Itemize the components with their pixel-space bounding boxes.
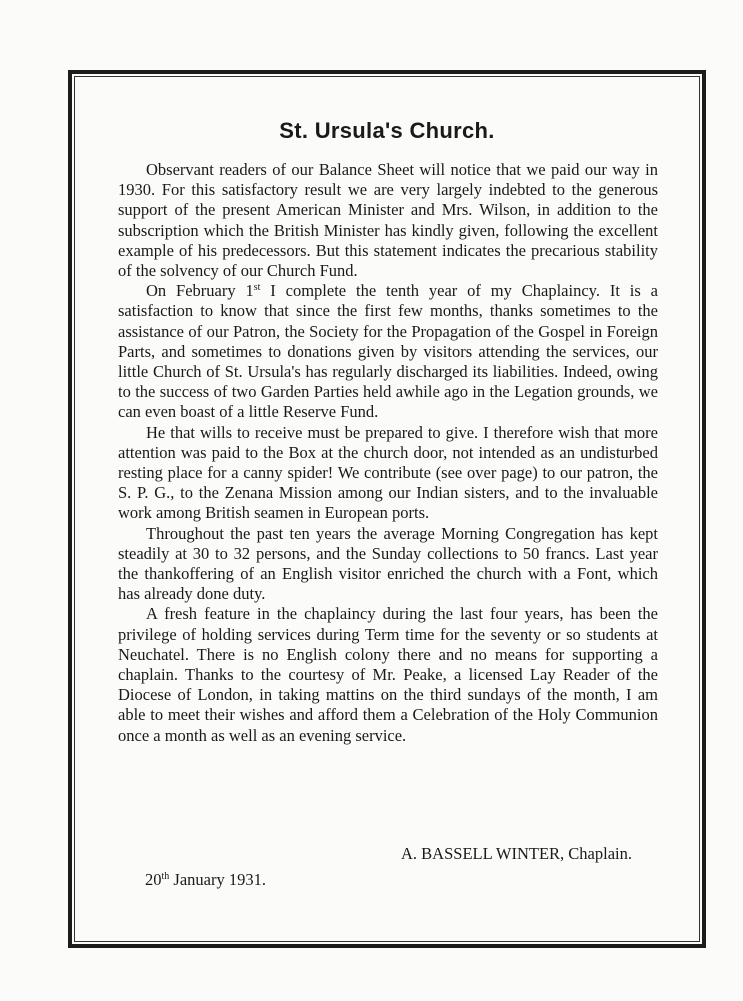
- paragraph-chaplaincy: [118, 281, 658, 422]
- paragraph-giving: He that wills to receive must be prepared to give. I therefore wish that more attention was paid to the Box at the church door, not intended as an undisturbed resting place for a canny spider! We contribute (see over page) to our patron, the S. P. G., to the Zenana Mission among our Indian sisters, and to the invaluable work among British seamen in European ports.: [118, 422, 658, 523]
- signature-line: A. BASSELL WINTER, Chaplain.: [401, 844, 632, 863]
- ordinal-suffix: st: [253, 282, 261, 294]
- paragraph-chaplaincy-start: On February 1: [146, 281, 254, 301]
- date-ordinal-suffix: th: [161, 871, 170, 882]
- date-rest: January 1931.: [169, 870, 266, 889]
- paragraph-congregation: Throughout the past ten years the average Morning Congregation has kept steadily at 30 to 32 persons, and the Sunday collections to 50 francs. Last year the thankoffering of an English visitor enriched the church with a Font, which has already done duty.: [118, 523, 658, 604]
- letter-body: [118, 160, 658, 746]
- paragraph-balance-sheet: Observant readers of our Balance Sheet will notice that we paid our way in 1930. For this satisfactory result we are very largely indebted to the generous support of the present American Minister and Mrs. Wilson, in addition to the subscription which the British Minister has kindly given, following the excellent example of his predecessors. But this statement indicates the precarious stability of the solvency of our Church Fund.: [118, 160, 658, 281]
- date-line: [145, 870, 266, 890]
- paragraph-chaplaincy-rest: I complete the tenth year of my Chaplaincy. It is a satisfaction to know that since the first few months, thanks sometimes to the assistance of our Patron, the Society for the Propagation of the Gospel in Foreign Parts, and sometimes to donations given by visitors attending the services, our little Church of St. Ursula's has regularly discharged its liabilities. Indeed, owing to the success of two Garden Parties held awhile ago in the Legation grounds, we can even boast of a little Reserve Fund.: [118, 281, 658, 422]
- document-title: St. Ursula's Church.: [279, 118, 495, 143]
- date-day: 20: [145, 870, 162, 889]
- paragraph-neuchatel: A fresh feature in the chaplaincy during the last four years, has been the privilege of holding services during Term time for the seventy or so students at Neuchatel. There is no English colony there and no means for supporting a chaplain. Thanks to the courtesy of Mr. Peake, a licensed Lay Reader of the Diocese of London, in taking mattins on the third sundays of the month, I am able to meet their wishes and afford them a Celebration of the Holy Communion once a month as well as an evening service.: [118, 604, 658, 745]
